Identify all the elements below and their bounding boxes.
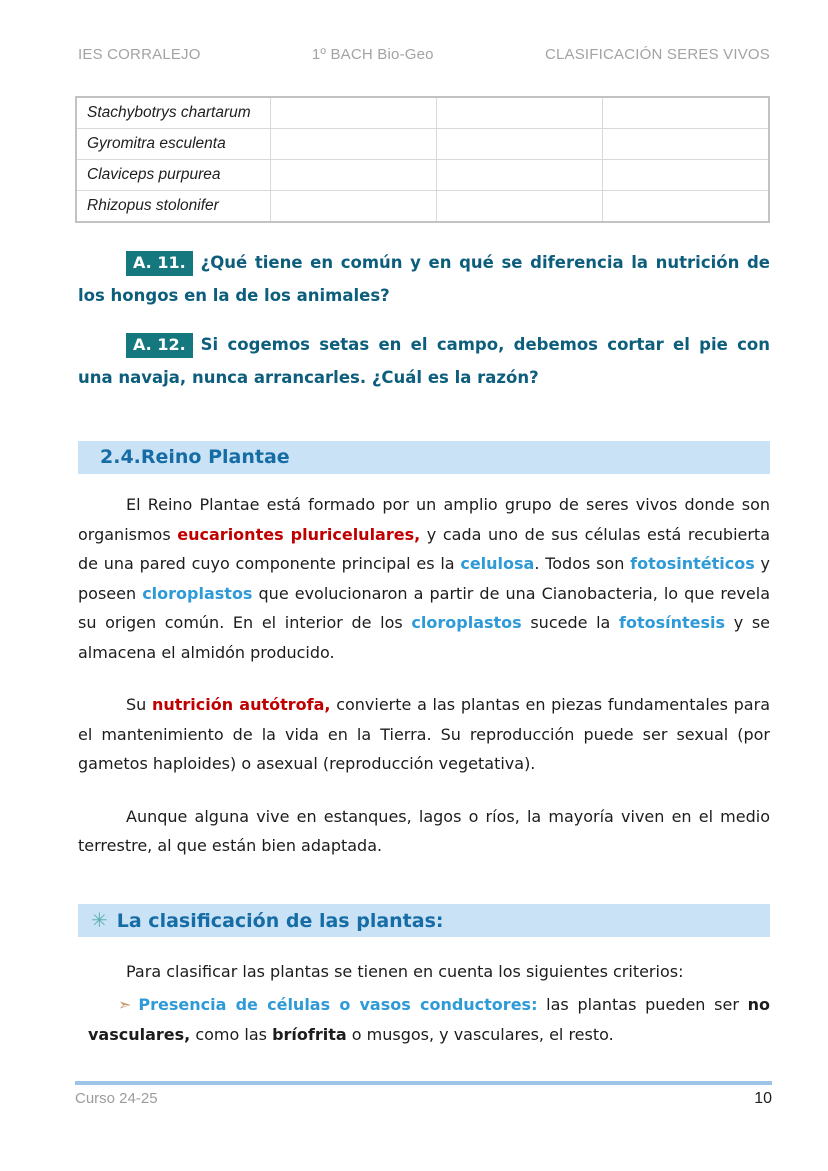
bullet-text: [88, 995, 770, 1044]
text-segment: las plantas pueden ser: [537, 995, 748, 1014]
section-title: 2.4.Reino Plantae: [100, 446, 290, 468]
subsection-title: La clasificación de las plantas:: [116, 909, 444, 932]
table-cell: [603, 191, 769, 223]
species-name-cell: Stachybotrys chartarum: [76, 97, 270, 129]
paragraph-reino-plantae-1: [78, 490, 770, 667]
text-segment: que evolucionaron a partir de una Cianobacteria, lo que revela su origen común. En el interior de los: [78, 583, 770, 632]
table-cell: [436, 160, 602, 191]
table-cell: [270, 160, 436, 191]
text-segment: fotosintéticos: [630, 554, 755, 573]
paragraph-reino-plantae-2: [78, 690, 770, 779]
table-row: [76, 129, 769, 160]
text-segment: celulosa: [460, 554, 535, 573]
text-segment: Aunque alguna vive en estanques, lagos o ríos, la mayoría viven en el medio terrestre, al que están bien adaptada.: [78, 806, 770, 855]
classification-intro: Para clasificar las plantas se tienen en cuenta los siguientes criterios:: [126, 961, 684, 981]
table-cell: [270, 97, 436, 129]
text-segment: o musgos, y vasculares, el resto.: [346, 1024, 614, 1044]
species-name-cell: Gyromitra esculenta: [76, 129, 270, 160]
table-row: [76, 160, 769, 191]
text-segment: y cada uno de sus células está recubierta de una pared cuyo componente principal es la: [78, 524, 771, 573]
text-segment: eucariontes pluricelulares,: [177, 524, 421, 544]
text-segment: El Reino Plantae está formado por un amplio grupo de seres vivos donde son organismos: [78, 495, 770, 544]
table-cell: [603, 97, 769, 129]
table-cell: [436, 97, 602, 129]
table-cell: [436, 191, 602, 223]
species-name-cell: Claviceps purpurea: [76, 160, 270, 191]
page-footer: [75, 1081, 772, 1108]
table-row: [76, 97, 769, 129]
text-segment: cloroplastos: [411, 613, 522, 632]
table-cell: [603, 160, 769, 191]
activity-text: ¿Qué tiene en común y en qué se diferencia la nutrición de los hongos en la de los animales?: [78, 253, 770, 305]
text-segment: Presencia de células o vasos conductores:: [138, 995, 538, 1014]
text-segment: no vasculares,: [88, 995, 770, 1044]
text-segment: y poseen: [78, 554, 770, 603]
header-subject: CLASIFICACIÓN SERES VIVOS: [544, 46, 770, 63]
section-heading-reino-plantae: [78, 441, 770, 474]
text-segment: sucede la: [521, 613, 620, 632]
paragraph-reino-plantae-3: [78, 802, 770, 861]
text-segment: y se almacena el almidón producido.: [78, 613, 771, 662]
footer-row: [75, 1085, 772, 1108]
activity-badge: A. 11.: [126, 251, 193, 276]
table-cell: [436, 129, 602, 160]
activity-question-12: [78, 328, 770, 394]
page-number: 10: [754, 1090, 772, 1107]
species-name-cell: Rhizopus stolonifer: [76, 191, 270, 223]
table-cell: [270, 191, 436, 223]
header-school: IES CORRALEJO: [78, 46, 201, 63]
activity-badge: A. 12.: [126, 333, 193, 358]
activity-text: Si cogemos setas en el campo, debemos cortar el pie con una navaja, nunca arrancarles. ¿Cuál es la razón?: [78, 335, 770, 387]
activities-section: [78, 246, 770, 394]
text-segment: Su: [126, 695, 152, 714]
footer-course: Curso 24-25: [75, 1090, 158, 1107]
text-segment: como las: [190, 1024, 273, 1044]
text-segment: . Todos son: [534, 554, 631, 573]
species-table: [75, 96, 770, 223]
subsection-heading-clasificacion: [78, 904, 770, 937]
text-segment: fotosíntesis: [619, 613, 726, 632]
table-cell: [603, 129, 769, 160]
text-segment: convierte a las plantas en piezas fundamentales para el mantenimiento de la vida en la Tierra. Su reproducción puede ser sexual (por gametos haploides) o asexual (reproducción vegetativa).: [78, 695, 770, 773]
text-segment: nutrición autótrofa,: [151, 695, 331, 714]
classification-bullet: [88, 990, 770, 1049]
text-segment: cloroplastos: [142, 583, 253, 603]
page-header: [78, 0, 770, 63]
table-cell: [270, 129, 436, 160]
header-course: 1º BACH Bio-Geo: [311, 46, 434, 63]
activity-question-11: [78, 246, 770, 312]
table-row: [76, 191, 769, 223]
arrow-bullet-icon: ➣: [118, 995, 132, 1014]
asterisk-icon: ✳: [91, 907, 108, 932]
text-segment: bríofrita: [272, 1024, 347, 1044]
